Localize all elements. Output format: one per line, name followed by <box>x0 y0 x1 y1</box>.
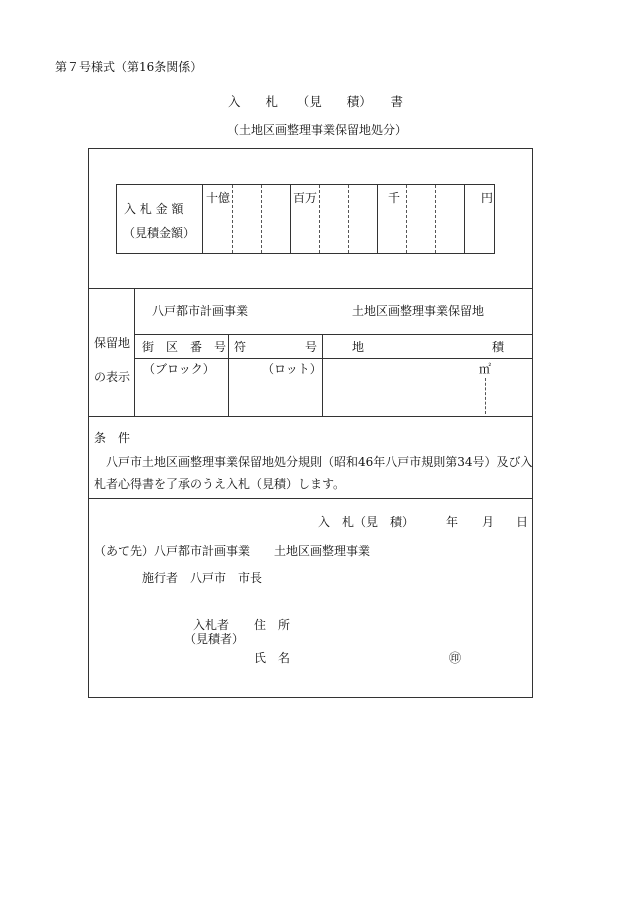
amount-label-divider <box>202 184 203 254</box>
table-header-bottom <box>134 358 533 359</box>
section-divider <box>88 416 533 417</box>
area-unit: ㎡ <box>479 362 492 376</box>
table-header-top <box>134 334 533 335</box>
project-label: 八戸都市計画事業 <box>152 304 249 318</box>
block-value: （ブロック） <box>143 362 215 376</box>
name-label: 氏 名 <box>254 651 291 665</box>
conditions-line-1: 八戸市土地区画整理事業保留地処分規則（昭和46年八戸市規則第34号）及び入 <box>94 455 533 469</box>
document-subtitle: （土地区画整理事業保留地処分） <box>227 123 408 137</box>
section-divider <box>88 498 533 499</box>
digit-divider <box>232 185 233 253</box>
project-name: 土地区画整理事業保留地 <box>352 304 485 318</box>
amount-label-estimate: （見積金額） <box>123 226 196 240</box>
digit-divider <box>464 185 465 253</box>
address-label: 住 所 <box>254 618 291 632</box>
form-number: 第７号様式（第16条関係） <box>55 60 203 74</box>
date-label: 入 札（見 積） <box>318 515 415 529</box>
bidder-label-estimate: （見積者） <box>184 632 245 646</box>
reserve-side-divider <box>134 288 135 416</box>
digit-divider <box>406 185 407 253</box>
digit-divider <box>348 185 349 253</box>
col-lot-header: 符 <box>234 340 247 354</box>
section-divider <box>88 288 533 289</box>
reserve-side-label-2: の表示 <box>94 370 131 384</box>
amount-label: 入 札 金 額 <box>124 202 184 216</box>
col-area-header: 地 <box>352 340 365 354</box>
digit-divider <box>261 185 262 253</box>
lot-value: （ロット） <box>262 362 322 376</box>
table-col-divider <box>322 334 323 416</box>
seal-mark: ㊞ <box>449 651 462 665</box>
bidder-label: 入札者 <box>193 618 230 632</box>
reserve-side-label: 保留地 <box>94 336 131 350</box>
unit-en: 円 <box>481 191 494 205</box>
table-col-divider <box>228 334 229 416</box>
area-decimal-divider <box>485 378 486 414</box>
date-day: 日 <box>516 515 529 529</box>
document-title: 入 札 （見 積） 書 <box>228 94 404 109</box>
unit-hyakuman: 百万 <box>293 191 318 205</box>
digit-divider <box>435 185 436 253</box>
digit-divider <box>290 185 291 253</box>
unit-sen: 千 <box>388 191 401 205</box>
addressee: （あて先）八戸都市計画事業 土地区画整理事業 <box>94 544 371 558</box>
date-month: 月 <box>482 515 495 529</box>
executor: 施行者 八戸市 市長 <box>142 571 263 585</box>
col-block-header: 街 区 番 号 <box>142 340 227 354</box>
conditions-heading: 条 件 <box>94 431 131 445</box>
digit-divider <box>319 185 320 253</box>
digit-divider <box>377 185 378 253</box>
col-lot-header-2: 号 <box>305 340 318 354</box>
unit-jyuoku: 十億 <box>206 191 231 205</box>
date-year: 年 <box>446 515 459 529</box>
conditions-line-2: 札者心得書を了承のうえ入札（見積）します。 <box>94 477 346 491</box>
col-area-header-2: 積 <box>492 340 505 354</box>
